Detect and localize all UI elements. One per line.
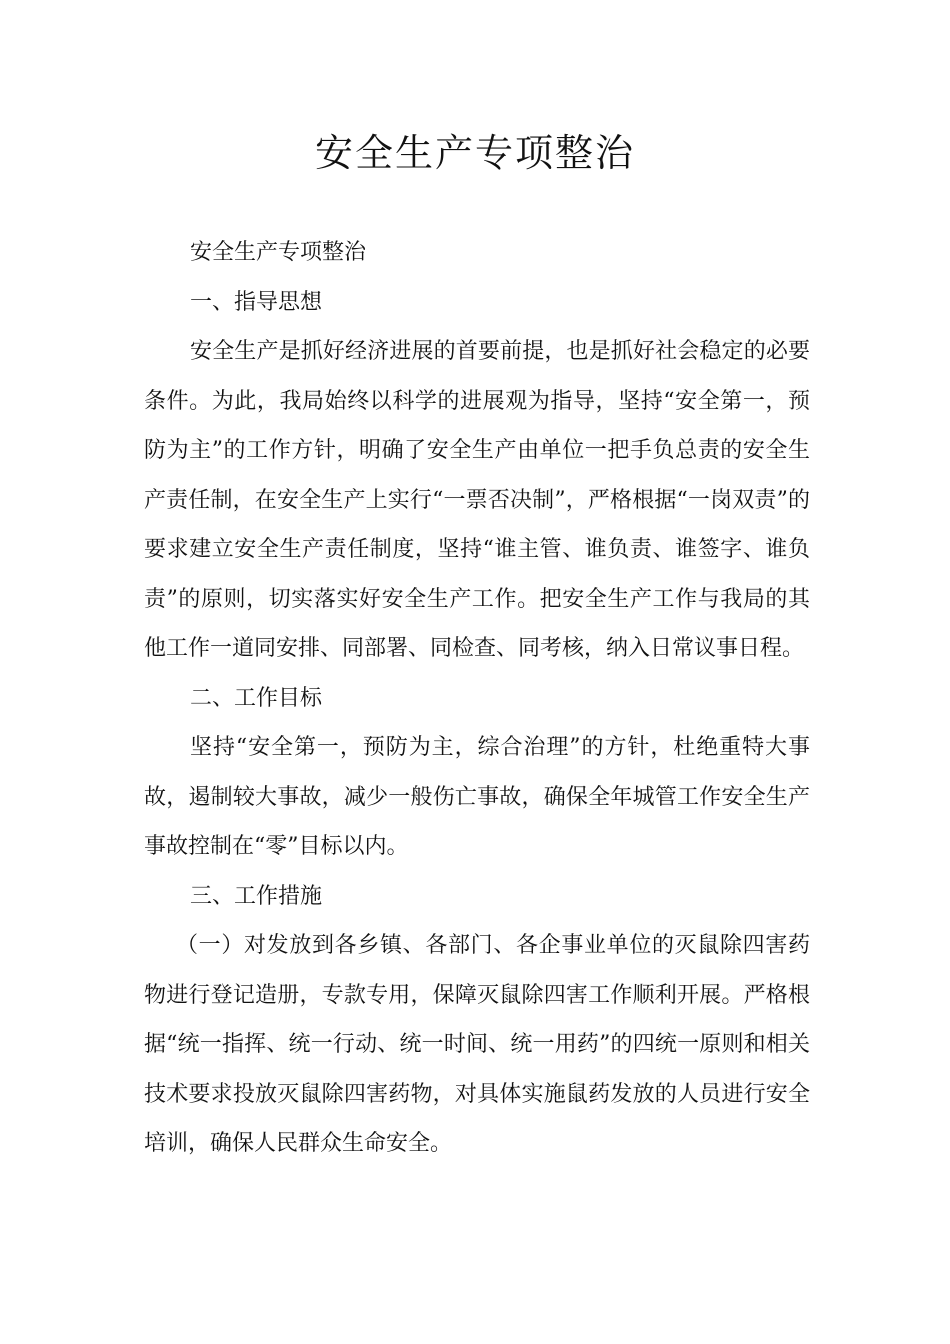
document-subtitle: 安全生产专项整治 (190, 240, 367, 265)
document-body (144, 228, 810, 1169)
paragraph-guiding-ideology: 安全生产是抓好经济进展的首要前提，也是抓好社会稳定的必要条件。为此，我局始终以科学的进展观为指导，坚持“安全第一，预防为主”的工作方针，明确了安全生产由单位一把手负总责的安全生产责任制，在安全生产上实行“一票否决制”，严格根据“一岗双责”的要求建立安全生产责任制度，坚持“谁主管、谁负责、谁签字、谁负责”的原则，切实落实好安全生产工作。把安全生产工作与我局的其他工作一道同安排、同部署、同检查、同考核，纳入日常议事日程。 (144, 339, 810, 661)
paragraph-measure-1: （一）对发放到各乡镇、各部门、各企事业单位的灭鼠除四害药物进行登记造册，专款专用，保障灭鼠除四害工作顺利开展。严格根据“统一指挥、统一行动、统一时间、统一用药”的四统一原则和相关技术要求投放灭鼠除四害药物，对具体实施鼠药发放的人员进行安全培训，确保人民群众生命安全。 (144, 933, 810, 1156)
section-heading-guiding-ideology: 一、指导思想 (190, 289, 323, 315)
section-heading-work-goals: 二、工作目标 (190, 685, 323, 711)
document-title: 安全生产专项整治 (314, 131, 635, 175)
paragraph-work-goals: 坚持“安全第一，预防为主，综合治理”的方针，杜绝重特大事故，遏制较大事故，减少一般伤亡事故，确保全年城管工作安全生产事故控制在“零”目标以内。 (144, 735, 810, 859)
section-heading-work-measures: 三、工作措施 (190, 883, 323, 909)
